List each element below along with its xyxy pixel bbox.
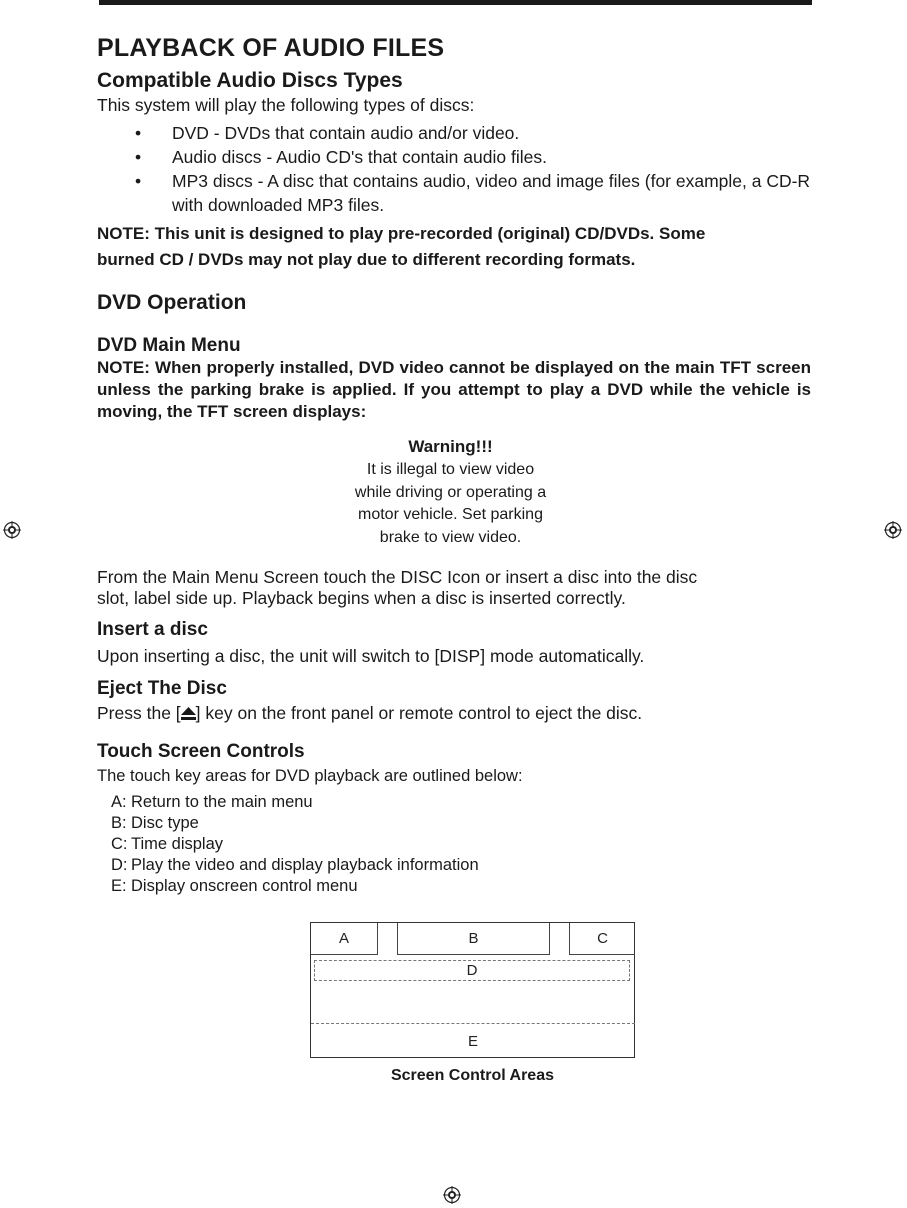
touch-controls-list bbox=[111, 792, 811, 897]
list-item: • MP3 discs - A disc that contains audio, video and image files (for example, a CD-R with downloaded MP3 files. bbox=[135, 171, 811, 215]
zone-c: C bbox=[569, 923, 635, 955]
warning-message: Warning!!! It is illegal to view video while driving or operating a motor vehicle. Set parking brake to view video. bbox=[90, 435, 811, 549]
list-item: E: Display onscreen control menu bbox=[111, 877, 358, 895]
registration-mark-icon bbox=[884, 521, 902, 539]
list-item: D: Play the video and display playback information bbox=[111, 856, 479, 874]
compatible-intro: This system will play the following types of discs: bbox=[97, 95, 475, 115]
diagram-caption: Screen Control Areas bbox=[390, 1067, 554, 1084]
screen-control-areas-diagram bbox=[310, 922, 635, 1058]
parking-brake-note: NOTE: When properly installed, DVD video cannot be displayed on the main TFT screen unless the parking brake is applied. If you attempt to play a DVD while the vehicle is moving, the TFT screen displays: bbox=[97, 358, 811, 421]
disc-types-list bbox=[97, 121, 811, 217]
zone-e: E bbox=[311, 1023, 635, 1058]
registration-mark-icon bbox=[443, 1186, 461, 1204]
list-item: B: Disc type bbox=[111, 814, 199, 832]
zone-a: A bbox=[311, 923, 378, 955]
compatible-heading: Compatible Audio Discs Types bbox=[97, 69, 403, 92]
list-item: • DVD - DVDs that contain audio and/or video. bbox=[135, 123, 520, 143]
eject-disc-heading: Eject The Disc bbox=[97, 678, 227, 699]
registration-mark-icon bbox=[3, 521, 21, 539]
zone-d: D bbox=[314, 960, 630, 981]
page-title: PLAYBACK OF AUDIO FILES bbox=[97, 34, 445, 62]
insert-disc-text: Upon inserting a disc, the unit will switch to [DISP] mode automatically. bbox=[97, 646, 645, 666]
dvd-operation-heading: DVD Operation bbox=[97, 291, 247, 314]
list-item: • Audio discs - Audio CD's that contain audio files. bbox=[135, 147, 547, 167]
top-rule bbox=[99, 0, 812, 5]
list-item: A: Return to the main menu bbox=[111, 793, 313, 811]
insert-disc-heading: Insert a disc bbox=[97, 619, 208, 640]
warning-title: Warning!!! bbox=[408, 437, 493, 456]
touch-controls-intro: The touch key areas for DVD playback are outlined below: bbox=[97, 767, 523, 785]
eject-disc-text: Press the [ ] key on the front panel or remote control to eject the disc. bbox=[97, 703, 643, 723]
recording-format-note: NOTE: This unit is designed to play pre-recorded (original) CD/DVDs. Some burned CD / DVDs may not play due to different recording formats. bbox=[97, 224, 706, 269]
touch-controls-heading: Touch Screen Controls bbox=[97, 741, 305, 762]
main-menu-instructions: From the Main Menu Screen touch the DISC Icon or insert a disc into the disc slot, label side up. Playback begins when a disc is inserted correctly. bbox=[97, 567, 698, 608]
zone-b: B bbox=[397, 923, 550, 955]
list-item: C: Time display bbox=[111, 835, 223, 853]
eject-icon bbox=[181, 707, 196, 721]
dvd-main-menu-heading: DVD Main Menu bbox=[97, 335, 241, 356]
manual-page-content bbox=[97, 28, 811, 897]
